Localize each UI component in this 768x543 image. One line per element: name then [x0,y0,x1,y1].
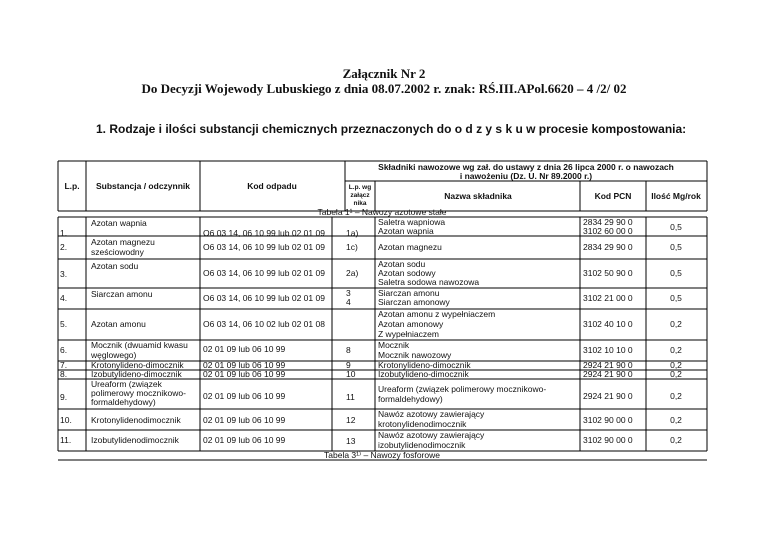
table-cell-pcn: 2834 29 90 0 [583,217,633,227]
table-cell-pcn: 3102 50 90 0 [583,268,633,278]
table-cell-component: Azotan amonu z wypełniaczem [378,309,496,319]
table-cell-code: O6 03 14, 06 10 02 lub 02 01 08 [203,319,325,329]
table-cell-annex: 1a) [346,228,359,238]
table-cell-lp: 3. [60,269,68,279]
table-cell-amount: 0,2 [670,319,682,329]
col-group-header-line1: Składniki nawozowe wg zał. do ustawy z dnia 26 lipca 2000 r. o nawozach [378,162,674,172]
table-cell-pcn: 3102 40 10 0 [583,319,633,329]
table-cell-amount: 0,2 [670,360,682,370]
table-cell-lp: 11. [60,435,72,445]
table-cell-lp: 6. [60,345,68,355]
table-cell-substance: Azotan sodu [91,261,139,271]
table-cell-substance: Izobutylideno-dimocznik [91,369,182,379]
table-cell-component: Mocznik [378,340,410,350]
table-cell-component: Azotan sodowy [378,268,436,278]
table-cell-substance: Azotan amonu [91,319,146,329]
table-cell-component: izobutylidenodimocznik [378,440,466,450]
table-cell-annex: 2a) [346,268,359,278]
table-cell-component: Siarczan amonowy [378,297,450,307]
col-header-component: Nazwa składnika [444,191,512,201]
table-cell-component: Z wypełniaczem [378,329,439,339]
table-cell-code: 02 01 09 lub 06 10 99 [203,344,286,354]
table-cell-component: formaldehydowy) [378,394,443,404]
col-header-annex-line3: nika [353,200,367,207]
table-caption-3: Tabela 3¹⁾ – Nawozy fosforowe [324,450,440,460]
table-cell-code: O6 03 14, 06 10 99 lub 02 01 09 [203,293,325,303]
table-cell-lp: 4. [60,293,68,303]
table-cell-substance: Azotan magnezu [91,237,155,247]
table-cell-amount: 0,5 [670,242,682,252]
table-cell-component: Azotan amonowy [378,319,444,329]
table-cell-pcn: 2834 29 90 0 [583,242,633,252]
table-cell-code: 02 01 09 lub 06 10 99 [203,435,286,445]
table-cell-lp: 1. [60,228,68,238]
table-cell-annex: 11 [346,392,355,402]
table-cell-substance: Ureaform (związek [91,379,162,389]
table-cell-annex: 10 [346,369,356,379]
table-cell-pcn: 3102 60 00 0 [583,226,633,236]
col-header-lp: L.p. [64,181,80,191]
table-cell-component: Azotan magnezu [378,242,442,252]
table-cell-pcn: 3102 90 00 0 [583,435,633,445]
table-cell-component: krotonylidenodimocznik [378,419,467,429]
table-cell-component: Nawóz azotowy zawierający [378,409,485,419]
table-cell-amount: 0,5 [670,222,682,232]
table-cell-substance: Krotonylidenodimocznik [91,415,181,425]
table-cell-annex: 12 [346,415,356,425]
table-cell-amount: 0,5 [670,268,682,278]
table-cell-lp: 7. [60,360,68,370]
table-cell-code: 02 01 09 lub 06 10 99 [203,360,286,370]
table-cell-lp: 9. [60,392,68,402]
table-cell-annex: 9 [346,360,351,370]
table-cell-substance: sześciowodny [91,247,144,257]
table-cell-pcn: 3102 10 10 0 [583,345,633,355]
table-cell-code: 02 01 09 lub 06 10 99 [203,391,286,401]
table-cell-substance: Azotan wapnia [91,218,147,228]
table-cell-amount: 0,2 [670,391,682,401]
table-cell-annex: 1c) [346,242,358,252]
table-cell-amount: 0,2 [670,369,682,379]
document-title: Załącznik Nr 2 [342,66,426,81]
table-cell-pcn: 2924 21 90 0 [583,369,633,379]
table-cell-component: Saletra wapniowa [378,217,446,227]
table-cell-component: Krotonylideno-dimocznik [378,360,471,370]
table-cell-amount: 0,2 [670,415,682,425]
table-cell-pcn: 3102 90 00 0 [583,415,633,425]
table-cell-code: 02 01 09 lub 06 10 99 [203,415,286,425]
table-cell-lp: 10. [60,415,72,425]
table-cell-substance: Mocznik (dwuamid kwasu [91,340,188,350]
table-cell-code: O6 03 14, 06 10 99 lub 02 01 09 [203,268,325,278]
table-cell-annex: 13 [346,436,356,446]
table-cell-amount: 0,2 [670,345,682,355]
table-cell-lp: 8. [60,369,68,379]
table-cell-code: 02 01 09 lub 06 10 99 [203,369,286,379]
table-cell-substance: Izobutylidenodimocznik [91,435,179,445]
table-cell-component: Nawóz azotowy zawierający [378,430,485,440]
table-cell-component: Siarczan amonu [378,288,440,298]
table-cell-substance: węglowego) [91,350,137,360]
table-cell-lp: 5. [60,319,68,329]
table-cell-pcn: 2924 21 90 0 [583,391,633,401]
col-header-annex-line2: załącz [350,192,370,199]
table-cell-substance: formaldehydowy) [91,397,156,407]
table-cell-code: O6 03 14, 06 10 99 lub 02 01 09 [203,228,325,238]
table-cell-component: Saletra sodowa nawozowa [378,277,480,287]
document-subtitle: Do Decyzji Wojewody Lubuskiego z dnia 08.07.2002 r. znak: RŚ.III.APol.6620 – 4 /2/ 02 [141,81,627,96]
table-cell-annex: 4 [346,297,351,307]
col-group-header-line2: i nawożeniu (Dz. U. Nr 89.2000 r.) [459,171,593,181]
table-cell-lp: 2. [60,242,68,252]
table-cell-annex: 3 [346,288,351,298]
table-cell-amount: 0,2 [670,435,682,445]
table-cell-component: Ureaform (związek polimerowy mocznikowo- [378,384,547,394]
table-cell-substance: Krotonylideno-dimocznik [91,360,184,370]
table-cell-substance: polimerowy mocznikowo- [91,388,186,398]
col-header-pcn: Kod PCN [594,191,632,201]
table-cell-annex: 8 [346,345,351,355]
table-cell-amount: 0,5 [670,293,682,303]
table-cell-component: Mocznik nawozowy [378,350,452,360]
table-cell-component: Azotan wapnia [378,226,434,236]
table-cell-pcn: 2924 21 90 0 [583,360,633,370]
col-header-substance: Substancja / odczynnik [96,181,190,191]
col-header-code: Kod odpadu [247,181,297,191]
col-header-amount: Ilość Mg/rok [651,191,701,201]
table-cell-pcn: 3102 21 00 0 [583,293,633,303]
col-header-annex-line1: L.p. wg [348,184,372,191]
table-cell-substance: Siarczan amonu [91,289,153,299]
table-cell-code: O6 03 14, 06 10 99 lub 02 01 09 [203,242,325,252]
table-cell-component: Azotan sodu [378,259,426,269]
section-heading: 1. Rodzaje i ilości substancji chemicznych przeznaczonych do o d z y s k u w procesie kompostowania: [96,122,687,136]
table-caption-1: Tabela 1¹ – Nawozy azotowe stałe [317,207,447,217]
table-cell-component: Izobutylideno-dimocznik [378,369,469,379]
